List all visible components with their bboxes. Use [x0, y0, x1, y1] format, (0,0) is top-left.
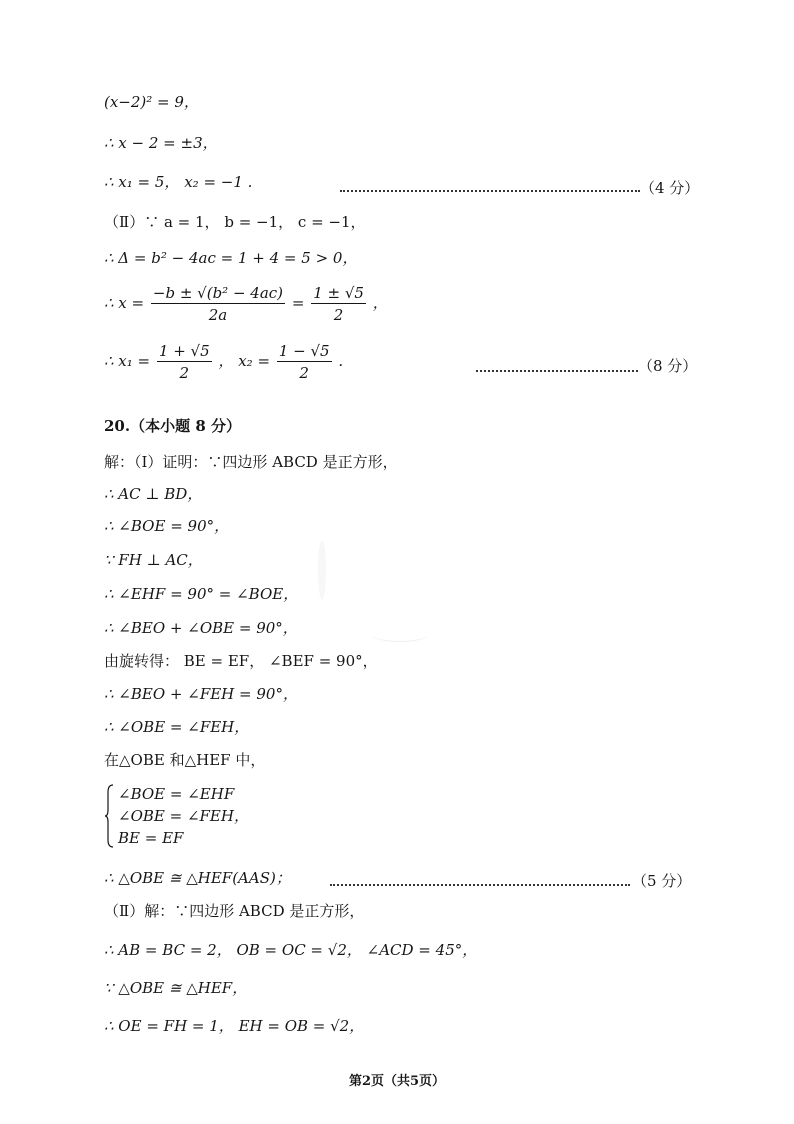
solution-line: ∴ ∠BOE = 90°， — [104, 517, 230, 535]
score-label: （8 分） — [638, 357, 698, 375]
formula-prefix: ∴ x = — [104, 294, 145, 312]
solution-line: ∴ ∠BEO + ∠FEH = 90°， — [104, 685, 298, 703]
fraction-denominator: 2 — [179, 364, 190, 382]
dotted-leader — [330, 884, 630, 886]
system-row: ∠BOE = ∠EHF — [118, 785, 235, 803]
solution-line: 在△OBE 和△HEF 中， — [104, 751, 266, 769]
dotted-leader — [340, 190, 640, 192]
equation-line: ∴ Δ = b² − 4ac = 1 + 4 = 5 > 0， — [104, 249, 358, 267]
roots-line — [104, 342, 343, 382]
system-row: BE = EF — [118, 829, 184, 847]
quadratic-formula-line — [104, 284, 388, 324]
fraction — [277, 342, 332, 382]
solution-line: ∵ △OBE ≅ △HEF， — [104, 979, 248, 997]
scan-smudge — [370, 625, 430, 642]
roots-middle: ， x₂ = — [218, 352, 271, 370]
question-heading: 20.（本小题 8 分） — [104, 417, 241, 435]
score-label: （4 分） — [640, 179, 700, 197]
left-brace — [104, 784, 114, 848]
equals-sign: = — [291, 294, 305, 312]
solution-line: ∴ ∠EHF = 90° = ∠BOE， — [104, 585, 299, 603]
dotted-leader — [476, 370, 638, 372]
solution-line: ∴ ∠OBE = ∠FEH， — [104, 718, 250, 736]
fraction-numerator: −b ± √(b² − 4ac) — [152, 284, 284, 302]
fraction — [151, 284, 285, 324]
roots-prefix: ∴ x₁ = — [104, 352, 151, 370]
solution-line: （Ⅱ）解：∵四边形 ABCD 是正方形， — [104, 902, 365, 920]
fraction — [157, 342, 212, 382]
system-row: ∠OBE = ∠FEH， — [118, 807, 249, 825]
formula-end: ， — [372, 294, 388, 312]
solution-line: ∴ AC ⊥ BD， — [104, 485, 203, 503]
score-label: （5 分） — [632, 872, 692, 890]
solution-line: ∵ FH ⊥ AC， — [104, 551, 203, 569]
fraction-numerator: 1 + √5 — [158, 342, 210, 360]
fraction-numerator: 1 − √5 — [278, 342, 330, 360]
equation-line: ∴ x₁ = 5， x₂ = −1 . — [104, 173, 253, 191]
fraction-denominator: 2 — [299, 364, 309, 382]
fraction-denominator: 2a — [208, 306, 228, 324]
scan-smudge — [318, 540, 326, 600]
fraction-numerator: 1 ± √5 — [313, 284, 364, 302]
fraction-denominator: 2 — [333, 306, 344, 324]
solution-line: ∴ AB = BC = 2， OB = OC = √2， ∠ACD = 45°， — [104, 941, 478, 959]
solution-line: 解：（Ⅰ）证明：∵四边形 ABCD 是正方形， — [104, 453, 398, 471]
page-footer: 第2页（共5页） — [348, 1074, 446, 1089]
equation-line: ∴ x − 2 = ±3， — [104, 134, 218, 152]
equation-line: （Ⅱ）∵ a = 1， b = −1， c = −1， — [104, 213, 366, 231]
solution-line: 由旋转得： BE = EF， ∠BEF = 90°， — [104, 652, 378, 670]
solution-line: ∴ ∠BEO + ∠OBE = 90°， — [104, 619, 298, 637]
solution-line: ∴ OE = FH = 1， EH = OB = √2， — [104, 1017, 365, 1035]
solution-line: ∴ △OBE ≅ △HEF(AAS)； — [104, 869, 291, 887]
fraction — [311, 284, 366, 324]
equation-system — [104, 784, 324, 850]
equation-line: (x−2)² = 9， — [104, 93, 199, 111]
roots-end: . — [338, 352, 344, 370]
